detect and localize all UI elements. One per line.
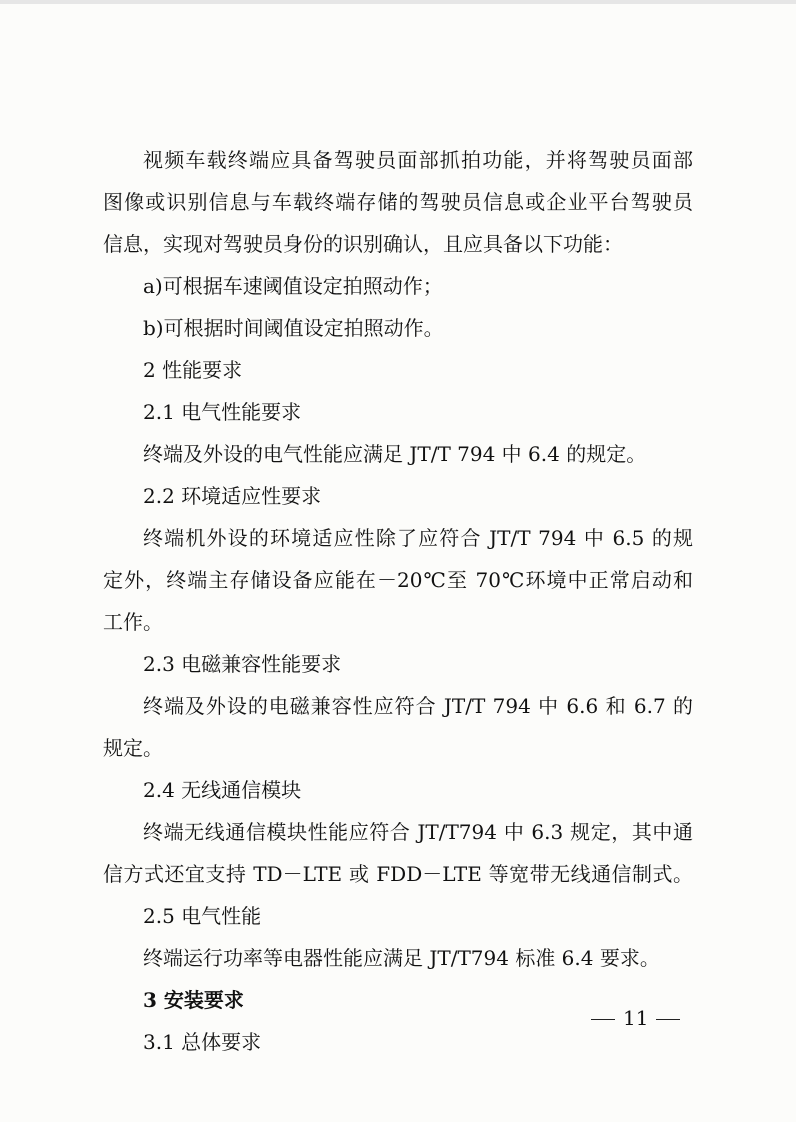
paragraph-line: 终端机外设的环境适应性除了应符合 JT/T 794 中 6.5 的规 bbox=[143, 526, 693, 550]
page-number: 11 bbox=[623, 1006, 649, 1030]
paragraph-line: 图像或识别信息与车载终端存储的驾驶员信息或企业平台驾驶员 bbox=[103, 190, 693, 214]
paragraph-line: 信息，实现对驾驶员身份的识别确认，且应具备以下功能： bbox=[103, 232, 623, 256]
subsection-heading: 2.4 无线通信模块 bbox=[143, 778, 302, 802]
list-item: a)可根据车速阈值设定拍照动作； bbox=[143, 274, 443, 298]
paragraph-line: 视频车载终端应具备驾驶员面部抓拍功能，并将驾驶员面部 bbox=[143, 148, 693, 172]
subsection-heading: 2.5 电气性能 bbox=[143, 904, 262, 928]
paragraph-line: 规定。 bbox=[103, 736, 163, 760]
paragraph-line: 信方式还宜支持 TD－LTE 或 FDD－LTE 等宽带无线通信制式。 bbox=[103, 862, 693, 886]
section-heading: 2 性能要求 bbox=[143, 358, 243, 382]
section-heading: 3 安装要求 bbox=[143, 988, 244, 1012]
subsection-heading: 2.2 环境适应性要求 bbox=[143, 484, 322, 508]
subsection-heading: 2.1 电气性能要求 bbox=[143, 400, 302, 424]
dash-right bbox=[656, 1019, 680, 1020]
subsection-heading: 3.1 总体要求 bbox=[143, 1030, 262, 1054]
paragraph-line: 终端及外设的电磁兼容性应符合 JT/T 794 中 6.6 和 6.7 的 bbox=[143, 694, 693, 718]
page-number-footer bbox=[583, 1006, 683, 1030]
subsection-heading: 2.3 电磁兼容性能要求 bbox=[143, 652, 342, 676]
scan-top-edge bbox=[0, 0, 796, 4]
paragraph-line: 终端运行功率等电器性能应满足 JT/T794 标准 6.4 要求。 bbox=[143, 946, 660, 970]
paragraph-line: 终端无线通信模块性能应符合 JT/T794 中 6.3 规定，其中通 bbox=[143, 820, 693, 844]
paragraph-line: 工作。 bbox=[103, 610, 163, 634]
paragraph-line: 定外，终端主存储设备应能在－20℃至 70℃环境中正常启动和 bbox=[103, 568, 693, 592]
dash-left bbox=[591, 1019, 615, 1020]
paragraph-line: 终端及外设的电气性能应满足 JT/T 794 中 6.4 的规定。 bbox=[143, 442, 647, 466]
list-item: b)可根据时间阈值设定拍照动作。 bbox=[143, 316, 444, 340]
body-text bbox=[103, 141, 693, 1065]
